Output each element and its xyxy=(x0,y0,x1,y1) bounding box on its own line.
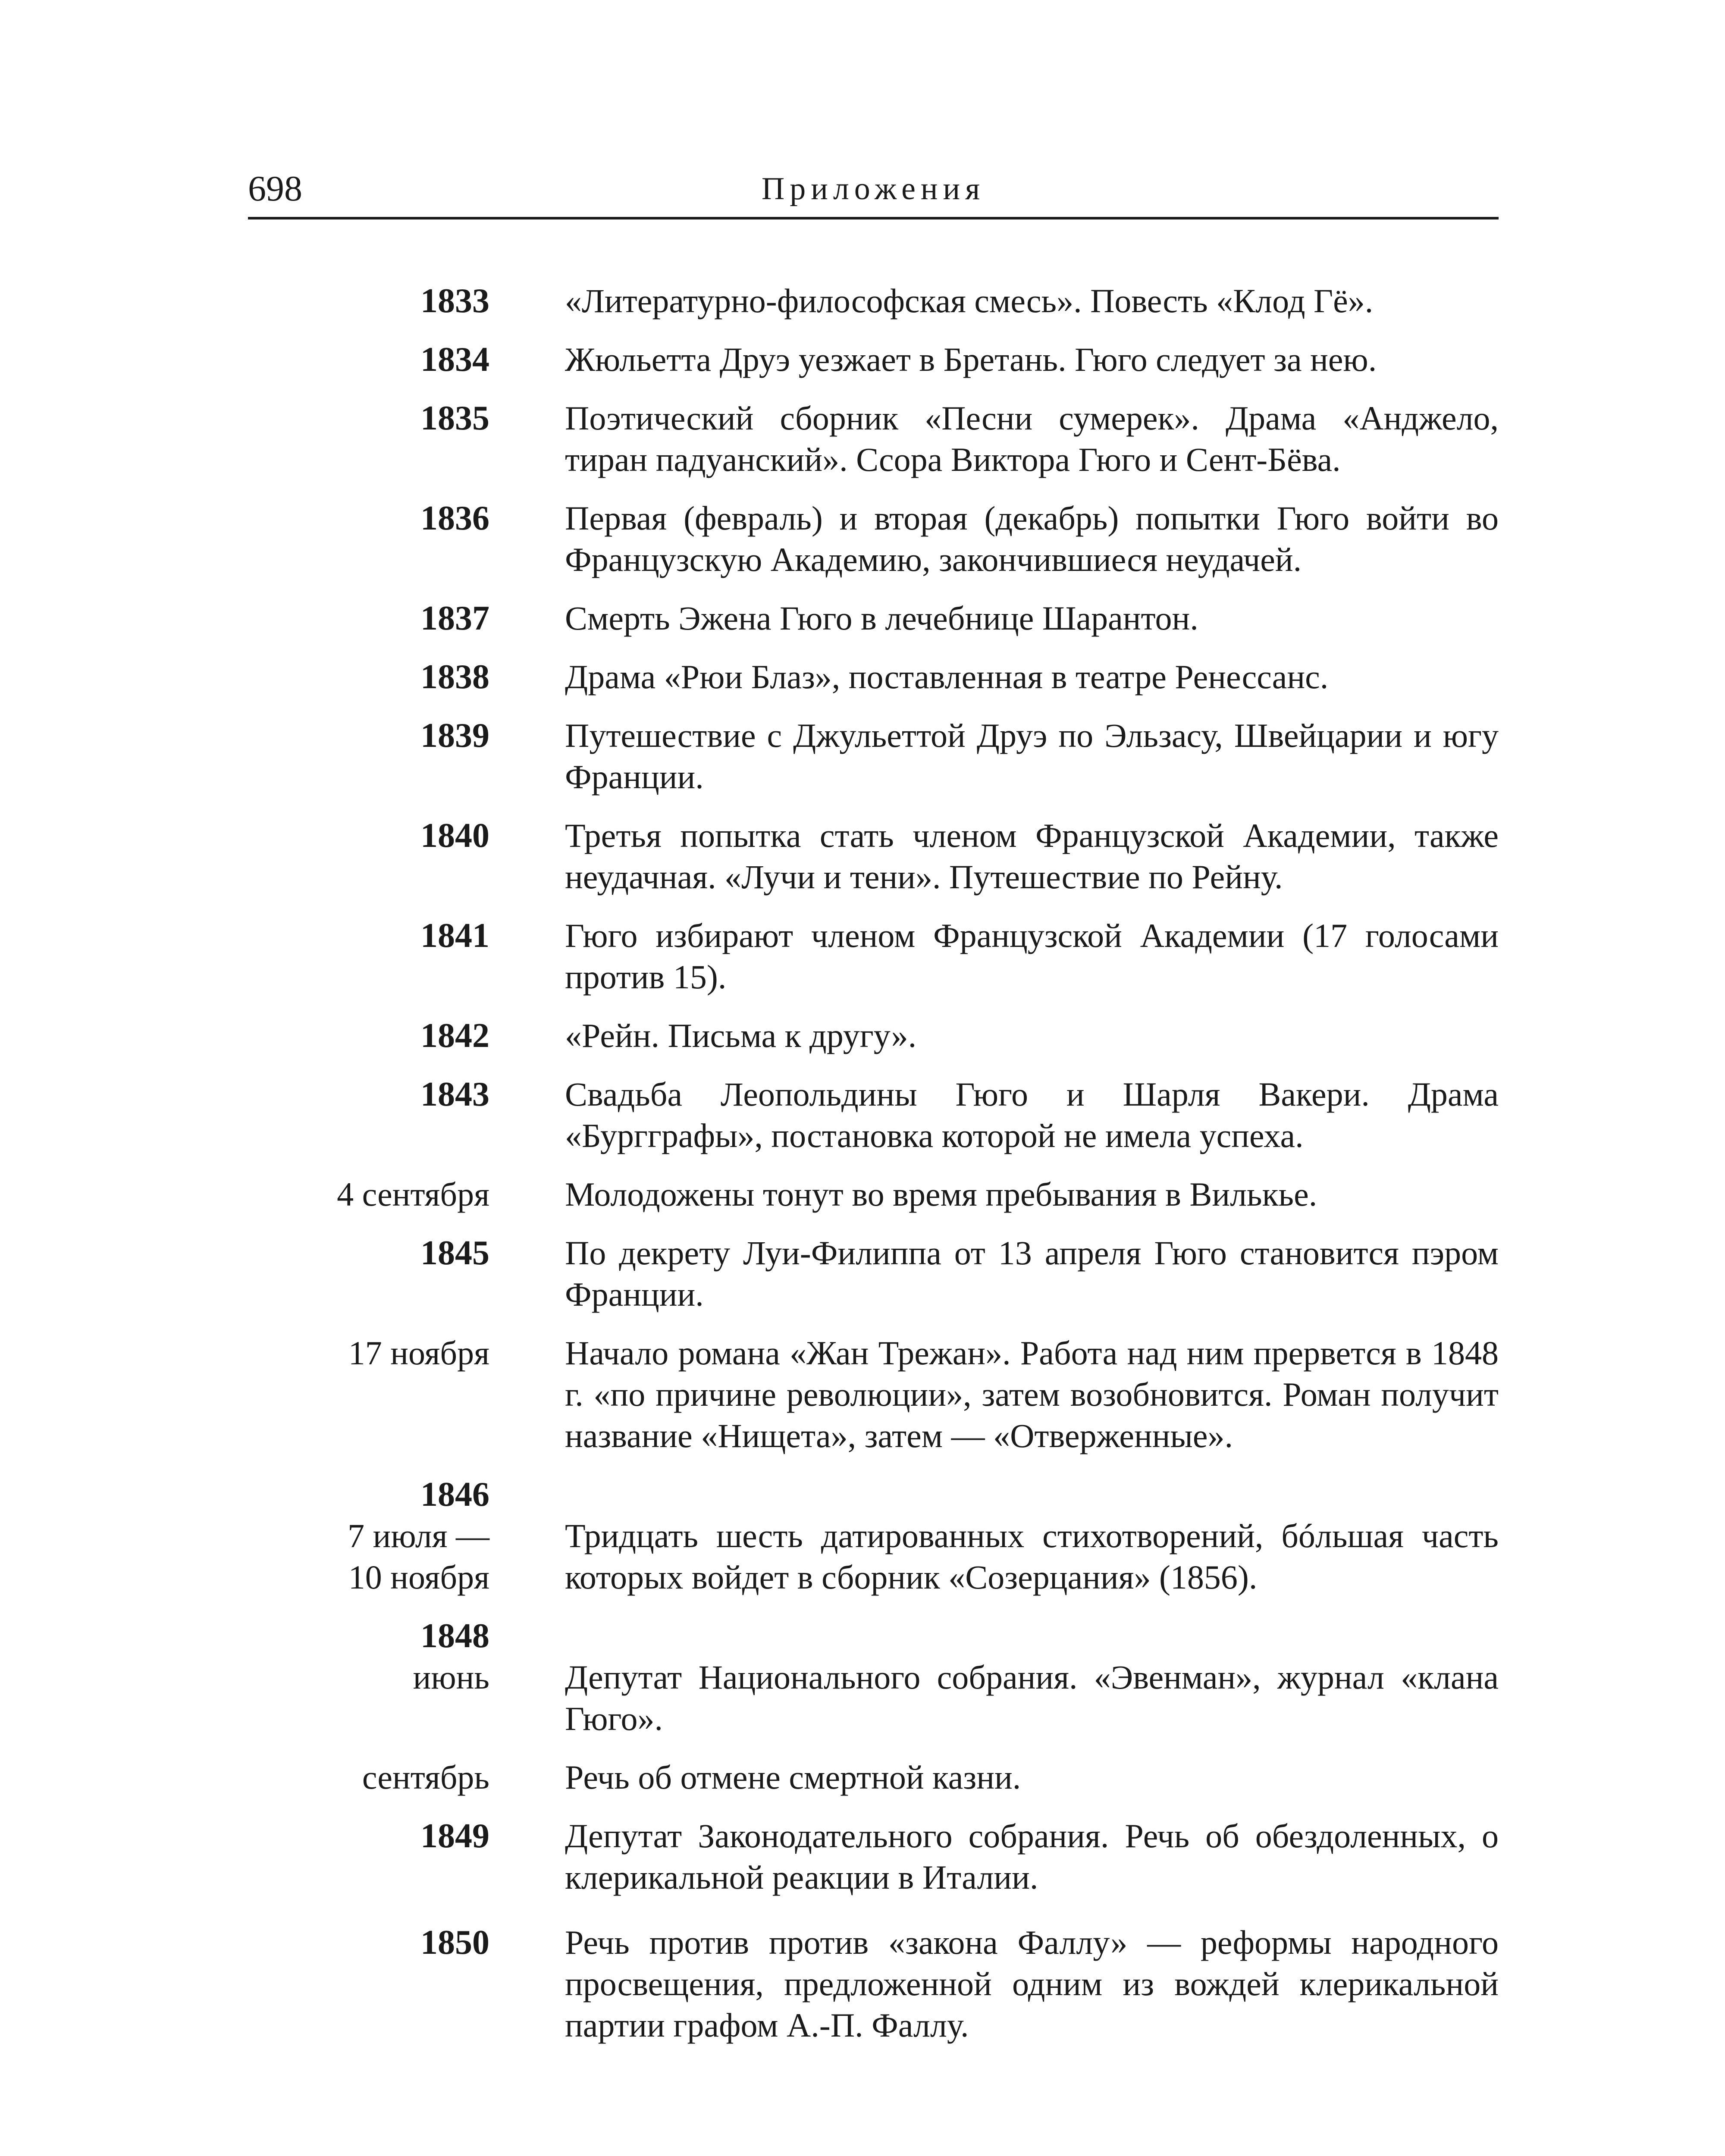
chronology-entry xyxy=(248,1174,1499,1215)
entry-day-start: 7 июля — xyxy=(348,1517,489,1554)
chronology-entry xyxy=(248,1757,1499,1798)
entry-year: 1849 xyxy=(420,1817,489,1855)
entry-year: 1845 xyxy=(420,1234,489,1272)
entry-text: Речь об отмене смертной казни. xyxy=(565,1758,1021,1796)
entry-date xyxy=(248,1174,489,1215)
chronology-entry xyxy=(248,715,1499,798)
entry-day-end: 10 ноября xyxy=(348,1558,489,1596)
entry-text: Свадьба Леопольдины Гюго и Шарля Вакери. Драма «Бургграфы», постановка которой не имела успеха. xyxy=(565,1075,1499,1154)
entry-date xyxy=(248,339,489,380)
chronology-entry xyxy=(248,1332,1499,1457)
page-number: 698 xyxy=(248,169,302,209)
chronology-entry xyxy=(248,1922,1499,2046)
entry-text: Драма «Рюи Блаз», поставленная в театре Ренессанс. xyxy=(565,658,1329,696)
entry-text: Речь против против «закона Фаллу» — реформы народного просвещения, предложенной одним из вождей клерикальной партии графом А.-П. Фаллу. xyxy=(565,1924,1499,2044)
entry-date xyxy=(248,1815,489,1898)
entry-date xyxy=(248,1074,489,1156)
entry-text: «Рейн. Письма к другу». xyxy=(565,1017,917,1054)
entry-text: Смерть Эжена Гюго в лечебнице Шарантон. xyxy=(565,599,1198,637)
entry-year: 1850 xyxy=(420,1924,489,1962)
entry-date xyxy=(248,815,489,898)
chronology-entry xyxy=(248,1615,1499,1739)
entry-day: 4 сентября xyxy=(337,1175,489,1213)
entry-text: Депутат Законодательного собрания. Речь об обездоленных, о клерикальной реакции в Италии. xyxy=(565,1817,1499,1896)
entry-year: 1834 xyxy=(420,341,489,379)
chronology-entry xyxy=(248,398,1499,480)
entry-day: июнь xyxy=(413,1658,489,1696)
entry-date xyxy=(248,1232,489,1315)
entry-date xyxy=(248,1015,489,1056)
entry-text: Путешествие с Джульеттой Друэ по Эльзасу, Швейцарии и югу Франции. xyxy=(565,717,1499,796)
entry-year: 1839 xyxy=(420,717,489,755)
entry-year: 1841 xyxy=(420,917,489,955)
running-head: Приложения xyxy=(761,171,985,207)
chronology-entry xyxy=(248,1015,1499,1056)
entry-text: «Литературно-философская смесь». Повесть «Клод Гё». xyxy=(565,282,1374,320)
entry-text: Поэтический сборник «Песни сумерек». Драма «Анджело, тиран падуанский». Ссора Виктора Гюго и Сент-Бёва. xyxy=(565,399,1499,478)
entry-date xyxy=(248,498,489,580)
spacer xyxy=(565,1474,1499,1515)
entry-date xyxy=(248,1757,489,1798)
chronology-entry xyxy=(248,656,1499,698)
entry-year: 1838 xyxy=(420,658,489,696)
entry-date xyxy=(248,915,489,998)
entry-date xyxy=(248,398,489,480)
entry-text: Жюльетта Друэ уезжает в Бретань. Гюго следует за нею. xyxy=(565,341,1377,378)
entry-year: 1837 xyxy=(420,599,489,637)
entry-year: 1848 xyxy=(420,1617,489,1655)
spacer xyxy=(565,1615,1499,1657)
entry-text-wrap xyxy=(565,1615,1499,1739)
entry-text: Депутат Национального собрания. «Эвенман», журнал «клана Гюго». xyxy=(565,1658,1499,1737)
entry-text: По декрету Луи-Филиппа от 13 апреля Гюго становится пэром Франции. xyxy=(565,1234,1499,1313)
entry-year: 1833 xyxy=(420,282,489,320)
entry-text: Тридцать шесть датированных стихотворений, бóльшая часть которых войдет в сборник «Созерцания» (1856). xyxy=(565,1517,1499,1596)
entry-text: Третья попытка стать членом Французской Академии, также неудачная. «Лучи и тени». Путешествие по Рейну. xyxy=(565,817,1499,896)
entry-date xyxy=(248,1332,489,1457)
chronology-entry xyxy=(248,598,1499,639)
entry-date xyxy=(248,656,489,698)
entry-date xyxy=(248,715,489,798)
entry-year: 1835 xyxy=(420,399,489,437)
chronology-entry xyxy=(248,815,1499,898)
entry-date xyxy=(248,1615,489,1739)
entry-year: 1836 xyxy=(420,499,489,537)
chronology-entry xyxy=(248,1074,1499,1156)
entry-text: Гюго избирают членом Французской Академии (17 голосами против 15). xyxy=(565,917,1499,996)
entry-date xyxy=(248,1474,489,1598)
chronology-list xyxy=(248,280,1499,2063)
chronology-entry xyxy=(248,915,1499,998)
entry-text: Молодожены тонут во время пребывания в Вилькье. xyxy=(565,1175,1317,1213)
chronology-entry xyxy=(248,1815,1499,1898)
entry-text: Начало романа «Жан Трежан». Работа над ним прервется в 1848 г. «по причине революции», затем возобновится. Роман получит название «Нищета», затем — «Отверженные». xyxy=(565,1334,1499,1454)
chronology-entry xyxy=(248,339,1499,380)
entry-year: 1840 xyxy=(420,817,489,855)
entry-year: 1843 xyxy=(420,1075,489,1113)
chronology-entry xyxy=(248,1232,1499,1315)
chronology-entry xyxy=(248,498,1499,580)
entry-text: Первая (февраль) и вторая (декабрь) попытки Гюго войти во Французскую Академию, закончившиеся неудачей. xyxy=(565,499,1499,578)
entry-date xyxy=(248,598,489,639)
page-header xyxy=(248,165,1499,219)
entry-day: 17 ноября xyxy=(348,1334,489,1372)
entry-year: 1846 xyxy=(420,1476,489,1514)
entry-text-wrap xyxy=(565,1474,1499,1598)
entry-year: 1842 xyxy=(420,1017,489,1055)
entry-day: сентябрь xyxy=(362,1758,489,1796)
entry-date xyxy=(248,280,489,322)
chronology-entry xyxy=(248,1474,1499,1598)
chronology-entry xyxy=(248,280,1499,322)
entry-date xyxy=(248,1922,489,2046)
